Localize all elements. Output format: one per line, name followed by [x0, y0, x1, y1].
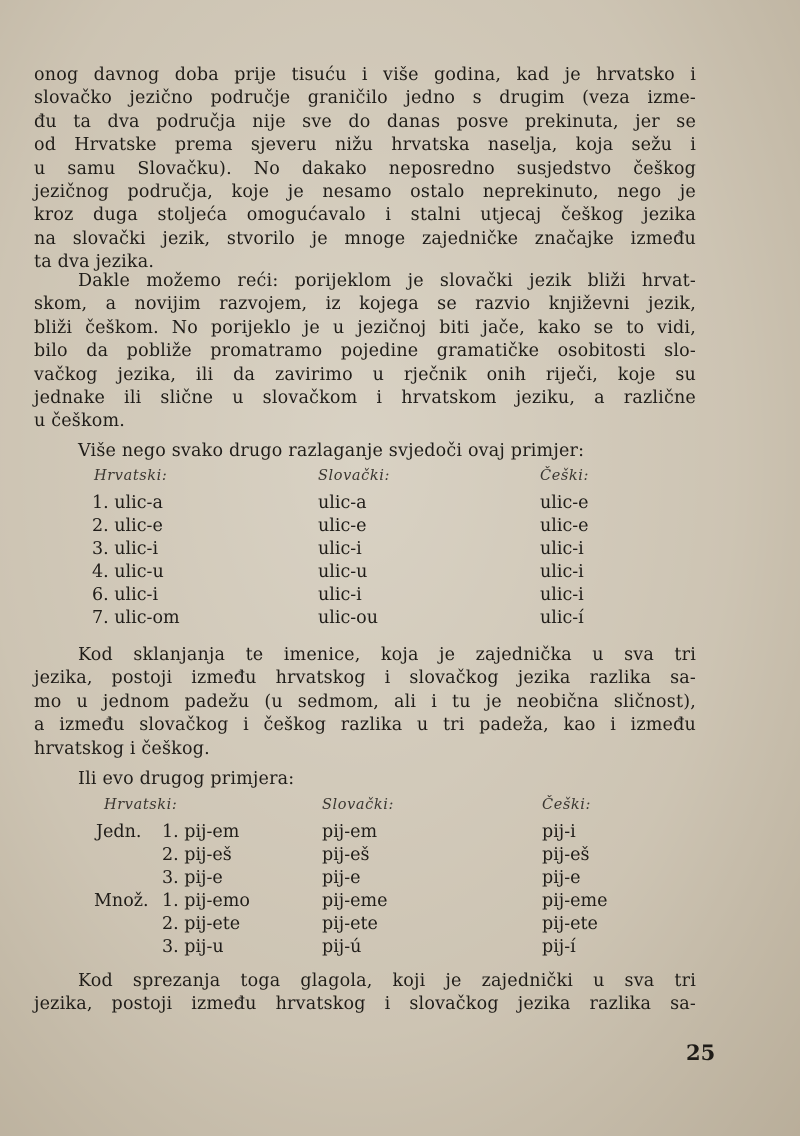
text-line: od Hrvatske prema sjeveru nižu hrvatska naselja, koja sežu i [34, 135, 696, 156]
text-line: na slovački jezik, stvorilo je mnoge zajedničke značajke između [34, 228, 696, 249]
intro-1 [34, 440, 696, 463]
table-cell: 7. ulic-om [92, 608, 180, 628]
paragraph-1 [34, 64, 696, 275]
table-cell: pij-eš [322, 845, 370, 865]
table-cell: 2. pij-ete [162, 914, 241, 934]
text-line: onog davnog doba prije tisuću i više godina, kad je hrvatsko i [34, 65, 696, 85]
table-cell: 3. pij-e [162, 868, 223, 888]
table-cell: 1. ulic-a [92, 493, 163, 513]
text-line: Dakle možemo reći: porijeklom je slovački jezik bliži hrvat- [78, 271, 696, 291]
table-cell: pij-eš [542, 845, 590, 865]
table-cell: ulic-i [540, 562, 584, 582]
column-header: Češki: [540, 468, 590, 484]
column-header: Slovački: [318, 468, 390, 484]
table-cell: pij-e [322, 868, 361, 888]
table-cell: pij-ete [322, 914, 378, 934]
text-line: u češkom. [34, 411, 126, 432]
paragraph-4 [34, 970, 696, 1017]
table-cell: ulic-í [540, 608, 584, 628]
text-line: jednake ili slične u slovačkom i hrvatskom jeziku, a različne [34, 388, 696, 409]
column-header: Hrvatski: [104, 797, 178, 813]
text-line: mo u jednom padežu (u sedmom, ali i tu je neobična sličnost), [34, 691, 696, 712]
table-cell: pij-eme [322, 891, 388, 911]
table-cell: ulic-e [318, 516, 367, 536]
paragraph-2 [34, 270, 696, 434]
text-line: a između slovačkog i češkog razlika u tri padeža, kao i između [34, 715, 696, 736]
text-line: jezika, postoji između hrvatskog i slovačkog jezika razlika sa- [34, 994, 696, 1015]
text-line: đu ta dva područja nije sve do danas posve prekinuta, jer se [34, 111, 696, 132]
table-cell: ulic-i [318, 539, 362, 559]
table-cell: ulic-ou [318, 608, 378, 628]
table-cell: 3. pij-u [162, 937, 224, 957]
table-cell: ulic-a [318, 493, 367, 513]
text-line: u samu Slovačku). No dakako neposredno susjedstvo češkog [34, 158, 696, 179]
table-cell: pij-ete [542, 914, 598, 934]
paragraph-3 [34, 644, 696, 761]
table-cell: pij-e [542, 868, 581, 888]
table-cell: ulic-i [540, 539, 584, 559]
text-line: Više nego svako drugo razlaganje svjedoči ovaj primjer: [78, 441, 585, 461]
text-line: bilo da pobliže promatramo pojedine gramatičke osobitosti slo- [34, 341, 696, 362]
table-cell: 1. pij-emo [162, 891, 250, 911]
table-cell: 6. ulic-i [92, 585, 159, 605]
table-cell: 2. pij-eš [162, 845, 232, 865]
table-cell: ulic-e [540, 493, 589, 513]
text-line: jezika, postoji između hrvatskog i slovačkog jezika razlika sa- [34, 668, 696, 689]
text-line: Kod sprezanja toga glagola, koji je zajednički u sva tri [78, 971, 696, 991]
column-header: Češki: [542, 797, 592, 813]
table-cell: 1. pij-em [162, 822, 240, 842]
text-line: Kod sklanjanja te imenice, koja je zajednička u sva tri [78, 645, 696, 665]
intro-2 [34, 768, 696, 791]
table-cell: ulic-i [540, 585, 584, 605]
table-cell: pij-i [542, 822, 576, 842]
table-cell: ulic-i [318, 585, 362, 605]
page-number: 25 [686, 1040, 716, 1065]
table-cell: pij-ú [322, 937, 362, 957]
table-cell: 3. ulic-i [92, 539, 159, 559]
column-header: Slovački: [322, 797, 394, 813]
text-line: kroz duga stoljeća omogućavalo i stalni utjecaj češkog jezika [34, 205, 696, 226]
text-line: hrvatskog i češkog. [34, 738, 210, 759]
column-header: Hrvatski: [94, 468, 168, 484]
number-label: Množ. [94, 891, 149, 911]
table-cell: pij-em [322, 822, 378, 842]
text-line: vačkog jezika, ili da zavirimo u rječnik onih riječi, koje su [34, 364, 696, 385]
table-cell: pij-eme [542, 891, 608, 911]
text-line: slovačko jezično područje graničilo jedno s drugim (veza izme- [34, 88, 696, 109]
table-cell: 2. ulic-e [92, 516, 163, 536]
table-cell: pij-í [542, 937, 576, 957]
table-cell: 4. ulic-u [92, 562, 164, 582]
table-cell: ulic-e [540, 516, 589, 536]
text-line: Ili evo drugog primjera: [78, 769, 295, 789]
text-line: jezičnog područja, koje je nesamo ostalo neprekinuto, nego je [34, 182, 696, 203]
text-line: bliži češkom. No porijeklo je u jezičnoj biti jače, kako se to vidi, [34, 317, 696, 338]
text-line: ta dva jezika. [34, 252, 155, 273]
text-line: skom, a novijim razvojem, iz kojega se razvio književni jezik, [34, 294, 696, 315]
number-label: Jedn. [96, 822, 142, 842]
table-cell: ulic-u [318, 562, 368, 582]
